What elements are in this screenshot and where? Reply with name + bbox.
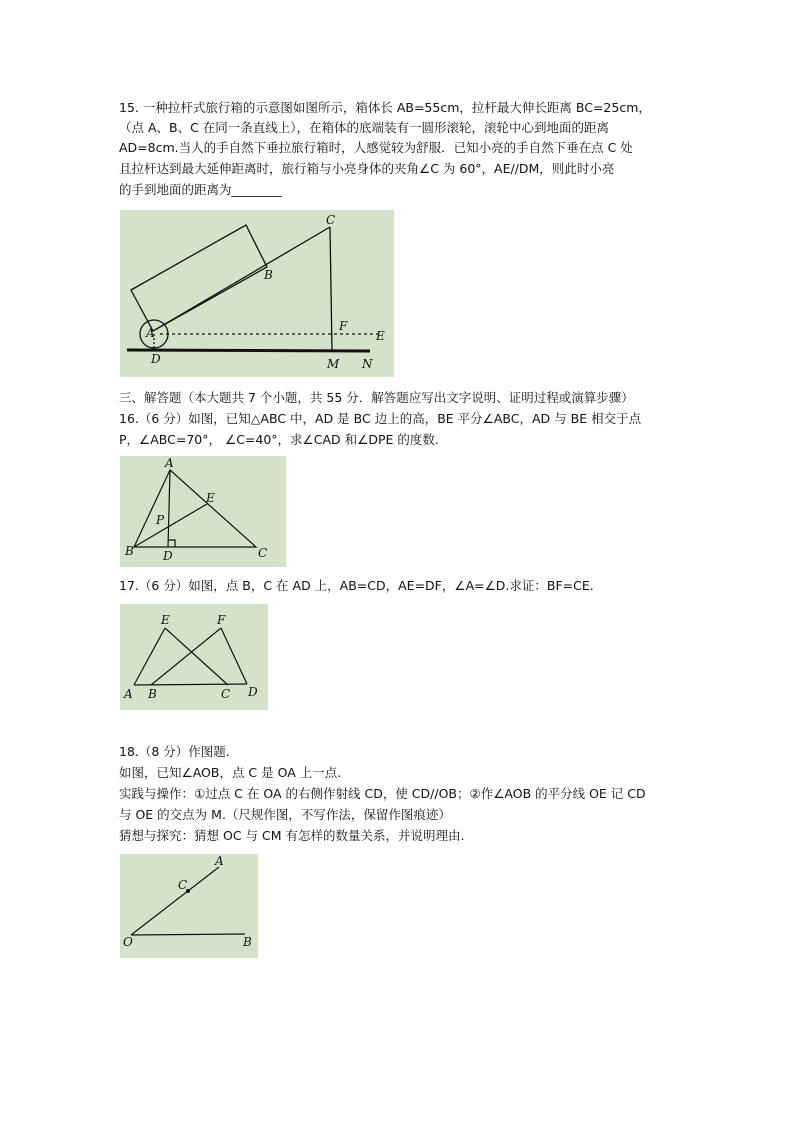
label-M: M (327, 357, 340, 371)
label-C: C (178, 878, 188, 892)
label-B: B (264, 268, 273, 282)
label-A: A (146, 326, 155, 340)
label-B: B (243, 935, 252, 949)
section-3-heading: 三、解答题（本大题共 7 个小题，共 55 分．解答题应写出文字说明、证明过程或演算步骤） (119, 390, 634, 405)
label-N: N (362, 357, 373, 371)
label-A: A (124, 687, 133, 701)
label-C: C (326, 213, 336, 227)
ground-line (127, 350, 370, 351)
ray-oa (131, 867, 219, 935)
q18-line-3: 实践与操作：①过点 C 在 OA 的右侧作射线 CD，使 CD//OB；②作∠AOB 的平分线 OE 记 CD (119, 786, 646, 801)
label-E: E (376, 329, 385, 343)
right-angle-mark (168, 540, 175, 547)
label-A: A (215, 854, 224, 868)
q16-figure (120, 456, 286, 567)
q18-diagram (120, 854, 258, 958)
line-bf (151, 628, 221, 685)
q18-line-4: 与 OE 的交点为 M.（尺规作图，不写作法，保留作图痕迹） (119, 807, 451, 822)
q18-line-1: 18.（8 分）作图题. (119, 744, 230, 759)
q15-line-5: 的手到地面的距离为________ (119, 182, 282, 197)
q15-diagram (120, 210, 394, 377)
arm-line-cm (330, 227, 332, 352)
label-D: D (151, 352, 161, 366)
label-D: D (248, 685, 258, 699)
q15-line-4: 且拉杆达到最大延伸距离时，旅行箱与小亮身体的夹角∠C 为 60°，AE//DM，则此时小亮 (119, 161, 615, 176)
q16-line-1: 16.（6 分）如图，已知△ABC 中，AD 是 BC 边上的高，BE 平分∠ABC，AD 与 BE 相交于点 (119, 411, 642, 426)
label-E: E (206, 491, 215, 505)
label-A: A (165, 456, 174, 470)
q18-line-2: 如图，已知∠AOB，点 C 是 OA 上一点. (119, 765, 342, 780)
q15-figure (120, 210, 394, 377)
suitcase-body (131, 225, 267, 331)
label-O: O (123, 935, 133, 949)
q15-line-2: （点 A、B、C 在同一条直线上），在箱体的底端装有一圆形滚轮，滚轮中心到地面的距离 (119, 120, 610, 135)
label-B: B (125, 544, 134, 558)
label-B: B (148, 687, 157, 701)
triangle-abc (134, 470, 256, 547)
line-ec (165, 628, 228, 685)
label-F: F (339, 319, 348, 333)
q15-line-1: 15. 一种拉杆式旅行箱的示意图如图所示，箱体长 AB=55cm，拉杆最大伸长距离 BC=25cm， (119, 100, 651, 115)
q17-line-1: 17.（6 分）如图，点 B，C 在 AD 上，AB=CD，AE=DF，∠A=∠D.求证：BF=CE. (119, 578, 594, 593)
line-fd (221, 628, 247, 684)
q16-diagram (120, 456, 286, 567)
label-D: D (163, 549, 173, 563)
label-E: E (161, 613, 170, 627)
q15-line-3: AD=8cm.当人的手自然下垂拉旅行箱时，人感觉较为舒服．已知小亮的手自然下垂在点 C 处 (119, 140, 633, 155)
label-F: F (217, 613, 226, 627)
label-C: C (221, 687, 231, 701)
ray-ob (131, 934, 245, 935)
q17-diagram (120, 604, 268, 710)
label-P: P (156, 513, 165, 527)
q16-line-2: P，∠ABC=70°， ∠C=40°，求∠CAD 和∠DPE 的度数. (119, 432, 439, 447)
label-C: C (258, 546, 268, 560)
q17-figure (120, 604, 268, 710)
altitude-ad (168, 470, 170, 547)
q18-line-5: 猜想与探究：猜想 OC 与 CM 有怎样的数量关系，并说明理由. (119, 828, 465, 843)
q18-figure (120, 854, 258, 958)
line-ae (134, 628, 165, 685)
handle-line-ac (153, 227, 330, 331)
